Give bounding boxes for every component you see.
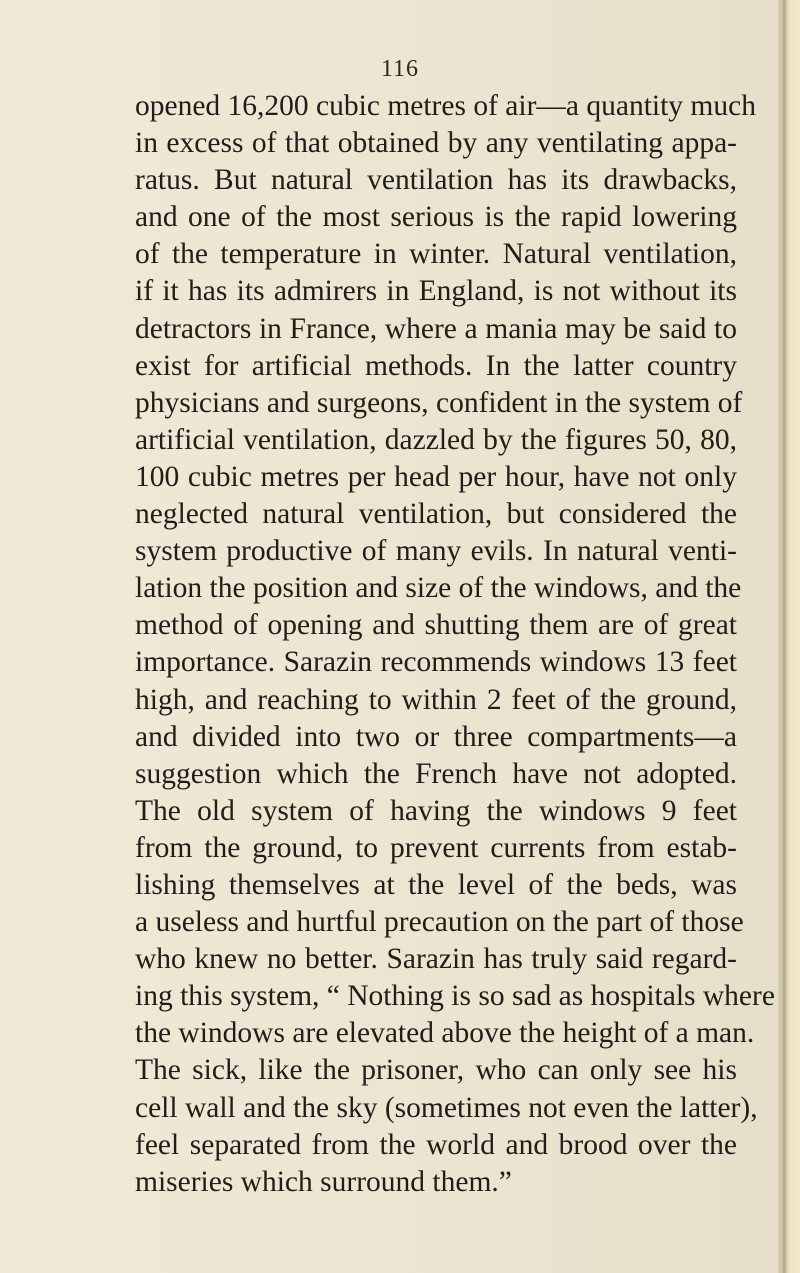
- text-line: ing this system, “ Nothing is so sad as hospitals where: [135, 980, 775, 1013]
- text-line: system productive of many evils. In natural venti-: [135, 535, 737, 568]
- text-line: of the temperature in winter. Natural ventilation,: [135, 238, 737, 271]
- text-line: a useless and hurtful precaution on the part of those: [135, 906, 744, 939]
- text-line: 100 cubic metres per head per hour, have not only: [135, 460, 737, 493]
- text-line: importance. Sarazin recommends windows 13 feet: [135, 646, 737, 679]
- text-line: in excess of that obtained by any ventilating appa-: [135, 127, 737, 160]
- text-line: feel separated from the world and brood over the: [135, 1128, 737, 1161]
- text-line: opened 16,200 cubic metres of air—a quantity much: [135, 90, 756, 122]
- text-line: The old system of having the windows 9 feet: [135, 794, 737, 827]
- text-line: from the ground, to prevent currents from estab-: [135, 831, 737, 864]
- text-line: and divided into two or three compartments—a: [135, 720, 737, 753]
- text-line: neglected natural ventilation, but considered the: [135, 498, 737, 531]
- text-line: lation the position and size of the windows, and the: [135, 572, 742, 605]
- text-line: ratus. But natural ventilation has its drawbacks,: [135, 164, 737, 197]
- text-line: detractors in France, where a mania may be said to: [135, 312, 737, 345]
- text-line: if it has its admirers in England, is not without its: [135, 275, 737, 308]
- text-line: lishing themselves at the level of the beds, was: [135, 868, 737, 901]
- page-number: 116: [380, 56, 420, 82]
- text-line: and one of the most serious is the rapid lowering: [135, 201, 737, 234]
- text-line: miseries which surround them.”: [135, 1165, 512, 1198]
- text-line: suggestion which the French have not adopted.: [135, 757, 737, 790]
- page-edge: [778, 0, 800, 1273]
- page-edge-shadow: [783, 0, 786, 1273]
- text-line: cell wall and the sky (sometimes not even the latter),: [135, 1091, 758, 1124]
- text-line: method of opening and shutting them are of great: [135, 609, 737, 642]
- text-line: exist for artificial methods. In the latter country: [135, 349, 737, 382]
- text-line: The sick, like the prisoner, who can only see his: [135, 1054, 737, 1087]
- text-line: the windows are elevated above the height of a man.: [135, 1017, 755, 1050]
- text-line: physicians and surgeons, confident in the system of: [135, 386, 743, 419]
- text-line: who knew no better. Sarazin has truly said regard-: [135, 943, 737, 976]
- text-line: high, and reaching to within 2 feet of the ground,: [135, 683, 737, 716]
- text-line: artificial ventilation, dazzled by the figures 50, 80,: [135, 423, 737, 456]
- body-text: [135, 88, 775, 1201]
